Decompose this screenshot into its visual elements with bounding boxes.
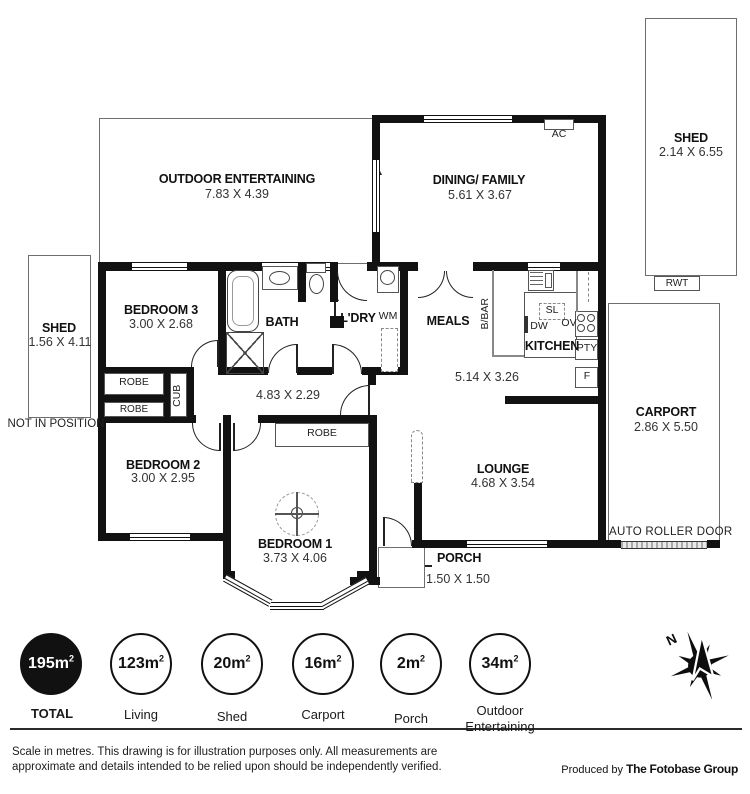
legend-label-outdoor-1: Outdoor — [476, 703, 524, 718]
door-arc — [332, 344, 362, 374]
wall-segment — [372, 232, 380, 262]
room-label-outdoor: OUTDOOR ENTERTAINING — [158, 172, 316, 186]
legend-label-living: Living — [124, 707, 158, 722]
room-label-bedroom3: BEDROOM 3 — [124, 303, 198, 317]
bay-window — [223, 575, 272, 607]
window — [467, 540, 547, 548]
wall-segment — [598, 115, 606, 548]
bay-window — [320, 577, 369, 609]
wall-segment — [473, 262, 528, 271]
wall-segment — [98, 395, 168, 402]
legend-circle-living: $123m^2$ — [110, 633, 172, 695]
sink-drainer — [545, 273, 552, 288]
wm-label: WM — [378, 310, 398, 322]
room-dims-kitchen: 5.14 X 3.26 — [455, 370, 519, 384]
pantry-label: PTY — [576, 342, 598, 354]
window — [372, 160, 380, 232]
overhead-cupboard-line — [588, 272, 589, 302]
room-dims-porch: 1.50 X 1.50 — [426, 572, 490, 586]
room-label-bedroom1: BEDROOM 1 — [258, 537, 332, 551]
washing-machine — [381, 328, 398, 372]
auto-roller-door-label: AUTO ROLLER DOOR — [609, 526, 733, 538]
door-arc — [446, 271, 473, 298]
room-dims-shed-right: 2.14 X 6.55 — [659, 145, 723, 159]
legend-circle-shed: $20m^2$ — [201, 633, 263, 695]
producer-credit: Produced by The Fotobase Group — [561, 762, 738, 776]
ac-label: AC — [551, 128, 567, 140]
roller-door-strip — [621, 541, 707, 549]
window — [132, 262, 187, 271]
room-label-dining: DINING/ FAMILY — [432, 173, 526, 187]
room-label-porch: PORCH — [437, 551, 482, 565]
room-dims-outdoor: 7.83 X 4.39 — [205, 187, 269, 201]
sink-hatch — [530, 272, 543, 288]
fan-blade — [275, 513, 319, 515]
legend-label-outdoor-2: Entertaining — [465, 719, 535, 734]
disclaimer-line-1: Scale in metres. This drawing is for illustration purposes only. All measurements are — [12, 746, 438, 758]
compass-n-label: N — [663, 630, 680, 649]
legend-circle-carport: $16m^2$ — [292, 633, 354, 695]
cub-label: CUB — [171, 384, 184, 407]
shower — [226, 332, 264, 374]
wall-segment — [368, 375, 376, 385]
wall-segment — [330, 262, 338, 302]
door-arc — [383, 517, 412, 546]
legend-label-carport: Carport — [301, 707, 345, 722]
footer-divider — [10, 728, 742, 730]
legend-label-total: TOTAL — [30, 706, 74, 721]
room-label-bedroom2: BEDROOM 2 — [126, 458, 200, 472]
room-label-kitchen: KITCHEN — [524, 339, 580, 353]
wall-segment — [297, 367, 332, 375]
room-label-lounge: LOUNGE — [476, 462, 530, 476]
bbar-label: B/BAR — [479, 298, 492, 330]
wall-segment — [372, 115, 380, 160]
bench-line — [492, 355, 524, 357]
oven-label: OV — [561, 317, 577, 329]
shed-left-note: NOT IN POSITION — [7, 418, 105, 430]
fridge-label: F — [583, 370, 591, 382]
wall-segment — [505, 396, 606, 404]
room-dims-carport: 2.86 X 5.50 — [634, 420, 698, 434]
room-label-carport: CARPORT — [635, 405, 697, 419]
door-arc — [192, 423, 220, 451]
dashed-post — [411, 430, 423, 483]
door-arc — [191, 340, 218, 367]
wall-segment — [258, 415, 377, 423]
producer-name: The Fotobase Group — [626, 762, 738, 776]
room-dims-bedroom2: 3.00 X 2.95 — [131, 471, 195, 485]
rwt-label: RWT — [665, 278, 689, 289]
wall-segment — [414, 483, 422, 540]
room-label-bath: BATH — [265, 315, 299, 329]
legend-circle-porch: $2m^2$ — [380, 633, 442, 695]
wall-segment — [547, 540, 621, 548]
door-arc — [340, 385, 370, 415]
room-label-ldry: L'DRY — [340, 311, 376, 325]
window — [270, 602, 324, 610]
room-dims-shed-left: 1.56 X 4.11 — [28, 335, 92, 349]
trough-bowl-icon — [380, 270, 395, 285]
dishwasher-label: DW — [530, 320, 548, 332]
sl-label: SL — [545, 304, 559, 316]
room-dims-bedroom1: 3.73 X 4.06 — [263, 551, 327, 565]
room-dims-dining: 5.61 X 3.67 — [448, 188, 512, 202]
door-arc — [337, 271, 367, 301]
wall-segment — [707, 540, 720, 548]
door-arc — [233, 423, 261, 451]
burner-icon — [587, 324, 595, 332]
legend-circle-total: $195m^2$ — [20, 633, 82, 695]
robe-bed2-label: ROBE — [119, 404, 149, 415]
legend-label-shed: Shed — [216, 709, 248, 724]
room-label-shed-right: SHED — [674, 131, 708, 145]
bench-line — [576, 271, 578, 312]
disclaimer-line-2: approximate and details intended to be relied upon should be independently verified. — [12, 761, 442, 773]
hall-dims: 4.83 X 2.29 — [256, 388, 320, 402]
compass-icon — [650, 626, 746, 702]
room-label-meals: MEALS — [426, 314, 470, 328]
room-dims-lounge: 4.68 X 3.54 — [471, 476, 535, 490]
bench-line — [492, 270, 494, 357]
wall-segment — [298, 262, 306, 302]
door-arc — [418, 271, 445, 298]
toilet-bowl-icon — [309, 274, 324, 294]
robe-bed3-label: ROBE — [119, 376, 149, 388]
robe-bed1-label: ROBE — [307, 427, 337, 439]
window — [424, 115, 512, 123]
room-label-shed-left: SHED — [42, 321, 76, 335]
wall-segment — [412, 540, 467, 548]
wall-segment — [98, 533, 130, 541]
legend-label-porch: Porch — [394, 711, 428, 726]
door-arc — [268, 344, 297, 373]
legend-circle-outdoor: $34m^2$ — [469, 633, 531, 695]
basin-icon — [269, 271, 290, 285]
room-dims-bedroom3: 3.00 X 2.68 — [129, 317, 193, 331]
porch-outline — [378, 547, 425, 588]
burner-icon — [587, 314, 595, 322]
window — [130, 533, 190, 541]
toilet-cistern — [306, 263, 326, 273]
